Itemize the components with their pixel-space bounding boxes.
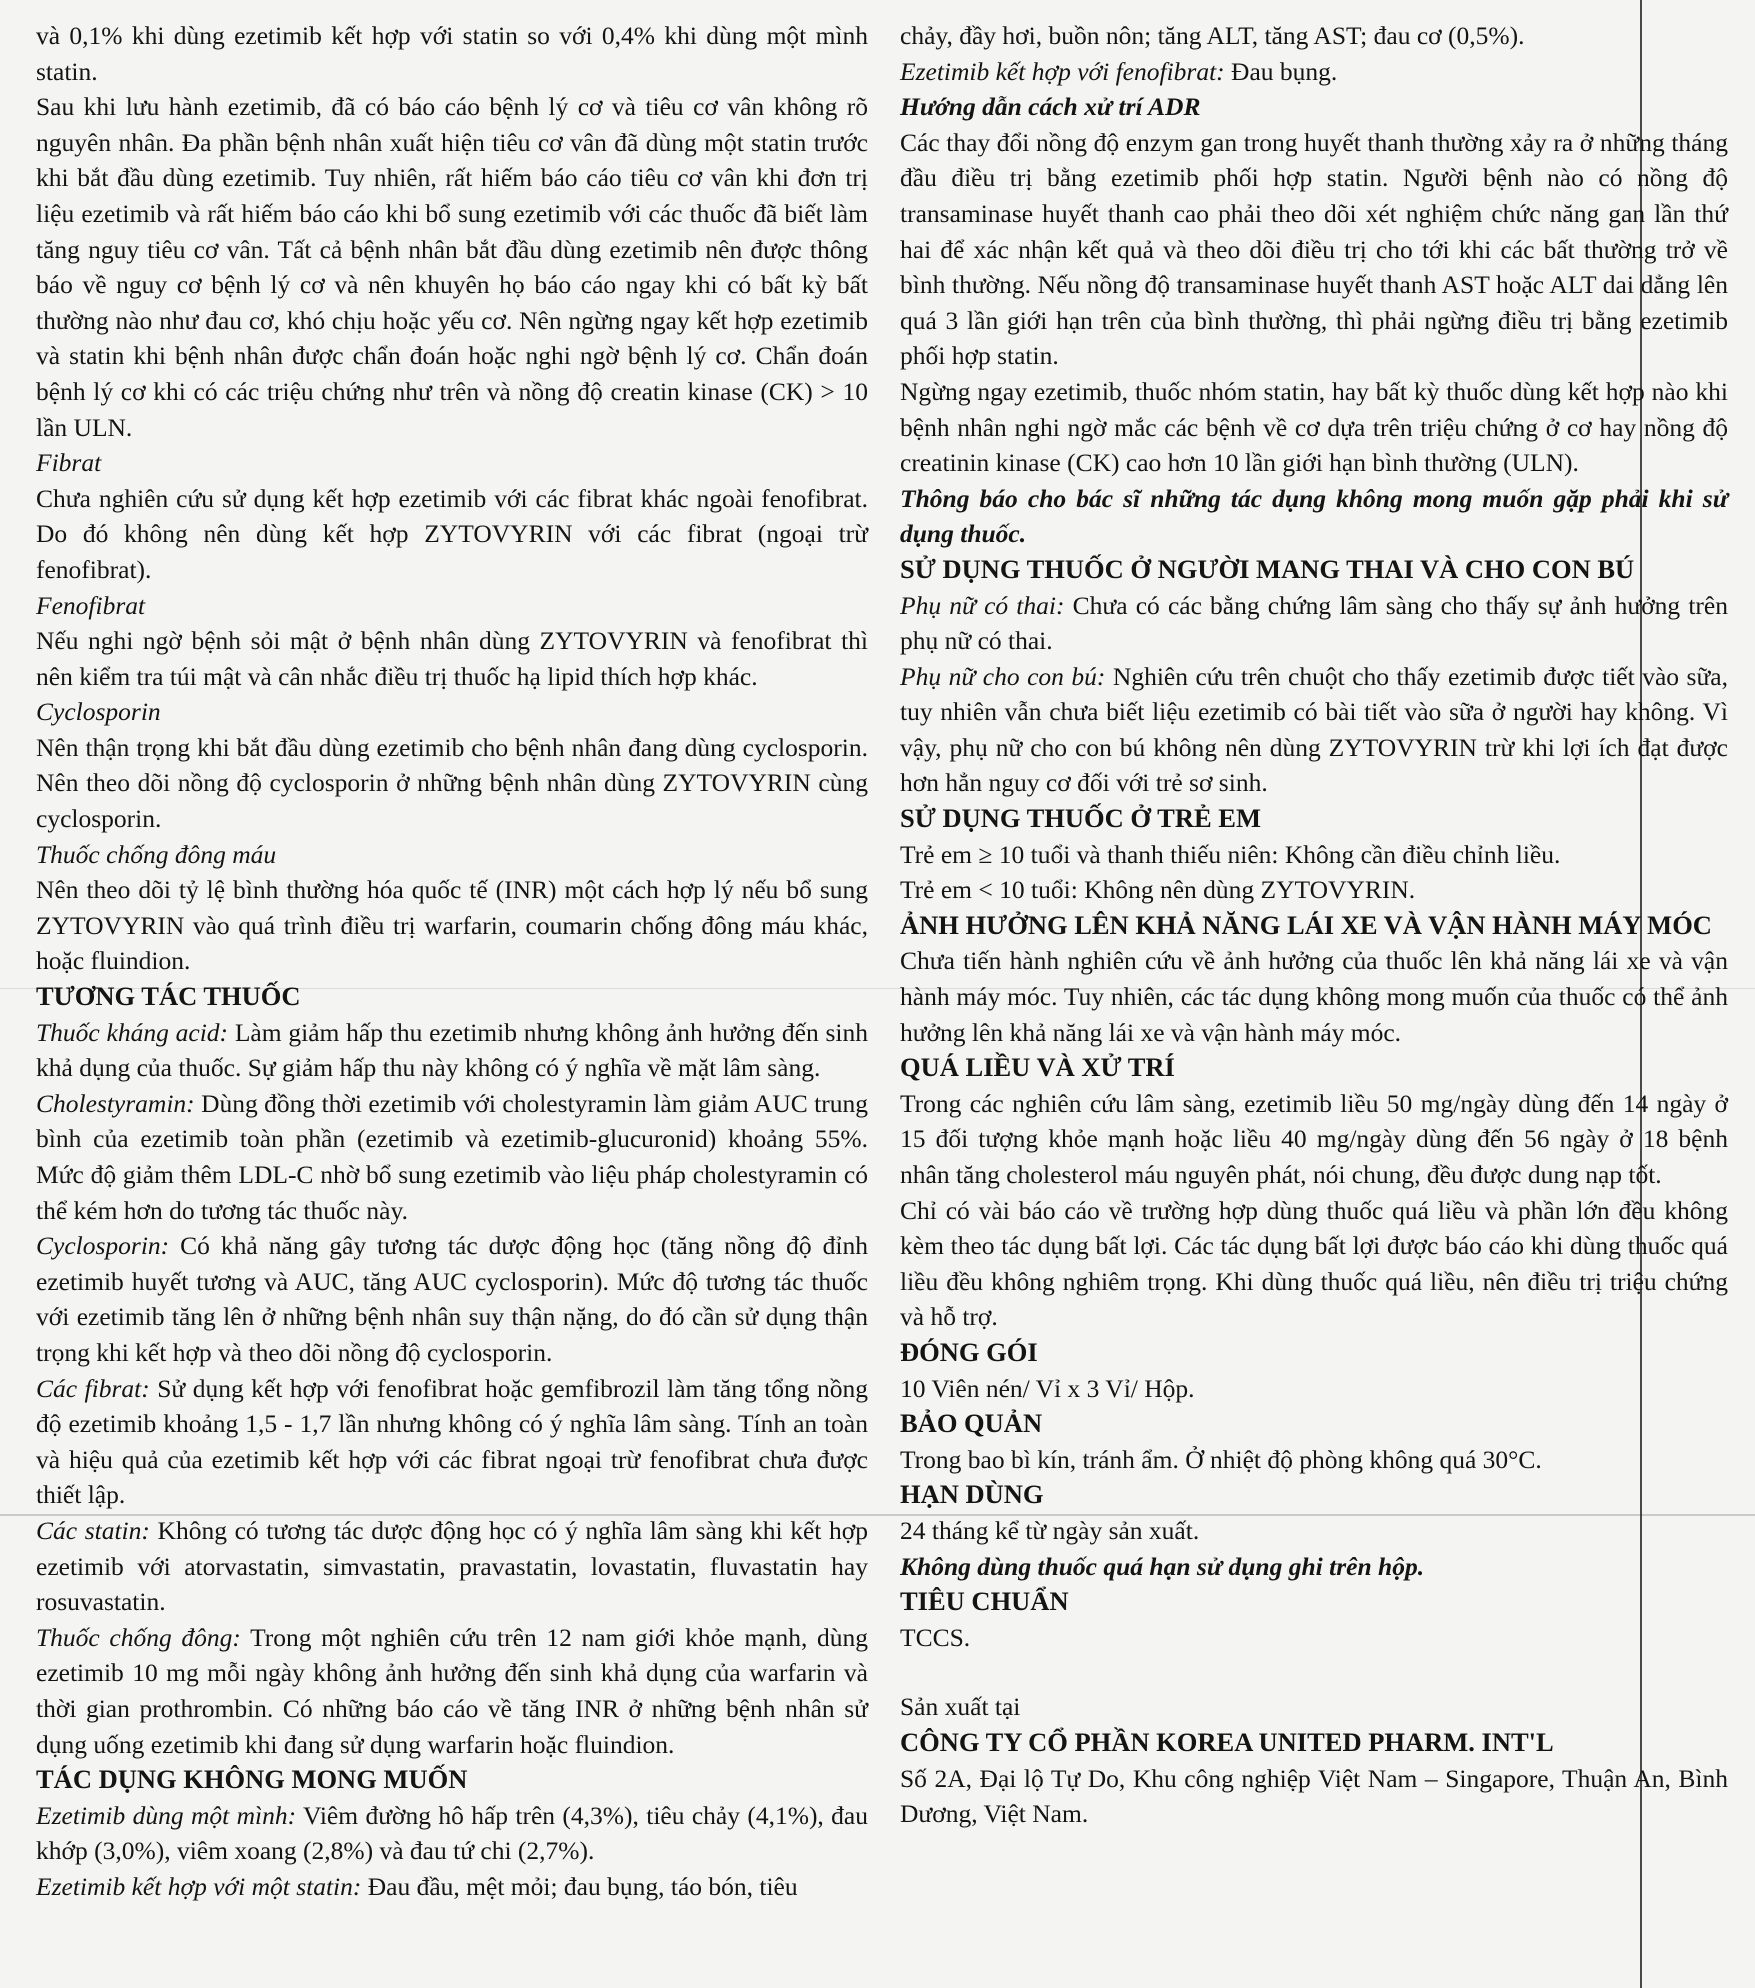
lead-term: Cyclosporin: <box>36 1231 170 1261</box>
paragraph-text: Trong một nghiên cứu trên 12 nam giới khỏe mạnh, dùng ezetimib 10 mg mỗi ngày không ảnh hưởng đến sinh khả dụng của warfarin và thời gian prothrombin. Có những báo cáo về tăng INR ở những bệnh nhân sử dụng uống ezetimib khi đang sử dụng warfarin hoặc fluindion. <box>36 1622 868 1759</box>
paragraph: Nên thận trọng khi bắt đầu dùng ezetimib cho bệnh nhân đang dùng cyclosporin. Nên theo dõi nồng độ cyclosporin ở những bệnh nhân dùng ZYTOVYRIN cùng cyclosporin. <box>36 732 868 834</box>
paragraph: Trong các nghiên cứu lâm sàng, ezetimib liều 50 mg/ngày dùng đến 14 ngày ở 15 đối tượng khỏe mạnh hoặc liều 40 mg/ngày dùng đến 56 ngày ở 18 bệnh nhân tăng cholesterol máu nguyên phát, nói chung, đều được dung nạp tốt. <box>900 1088 1728 1189</box>
paragraph: Trong bao bì kín, tránh ẩm. Ở nhiệt độ phòng không quá 30°C. <box>900 1444 1542 1474</box>
paragraph-with-lead <box>36 1015 868 1086</box>
paragraph-text: Làm giảm hấp thu ezetimib nhưng không ảnh hưởng đến sinh khả dụng của thuốc. Sự giảm hấp thu này không có ý nghĩa về mặt lâm sàng. <box>36 1017 868 1083</box>
paragraph: chảy, đầy hơi, buồn nôn; tăng ALT, tăng AST; đau cơ (0,5%). <box>900 21 1525 50</box>
paragraph: Chưa tiến hành nghiên cứu về ảnh hưởng của thuốc lên khả năng lái xe và vận hành máy móc. Tuy nhiên, các tác dụng không mong muốn của thuốc có thể ảnh hưởng lên khả năng lái xe và vận hành máy móc. <box>900 946 1728 1047</box>
paragraph: TCCS. <box>900 1622 971 1652</box>
paragraph-text: Đau đầu, mệt mỏi; đau bụng, táo bón, tiêu <box>361 1871 798 1901</box>
lead-term: Thuốc chống đông: <box>36 1622 241 1652</box>
paragraph-text: Sử dụng kết hợp với fenofibrat hoặc gemfibrozil làm tăng tổng nồng độ ezetimib khoảng 1,5 - 1,7 lần nhưng không có ý nghĩa lâm sàng. Tính an toàn và hiệu quả của ezetimib kết hợp với các fibrat ngoại trừ fenofibrat chưa được thiết lập. <box>36 1373 869 1510</box>
section-heading: HẠN DÙNG <box>900 1479 1044 1510</box>
paragraph: Trẻ em ≥ 10 tuổi và thanh thiếu niên: Không cần điều chỉnh liều. <box>900 839 1561 869</box>
paragraph-with-lead <box>36 1869 868 1905</box>
paragraph-with-lead <box>36 1620 868 1762</box>
subheading: Fenofibrat <box>36 590 146 620</box>
paragraph: Sau khi lưu hành ezetimib, đã có báo cáo bệnh lý cơ và tiêu cơ vân không rõ nguyên nhân. Đa phần bệnh nhân xuất hiện tiêu cơ vân đã dùng một statin trước khi bắt đầu dùng ezetimib. Tuy nhiên, rất hiếm báo cáo tiêu cơ vân khi đơn trị liệu ezetimib và rất hiếm báo cáo khi bổ sung ezetimib với các thuốc đã biết làm tăng nguy tiêu cơ vân. Tất cả bệnh nhân bắt đầu dùng ezetimib nên được thông báo về nguy cơ bệnh lý cơ và nên khuyên họ báo cáo ngay khi có bất kỳ bất thường nào như đau cơ, khó chịu hoặc yếu cơ. Nên ngừng ngay kết hợp ezetimib và statin khi bệnh nhân được chẩn đoán hoặc nghi ngờ bệnh lý cơ. Chẩn đoán bệnh lý cơ khi có các triệu chứng như trên và nồng độ creatin kinase (CK) > 10 lần ULN. <box>36 92 868 442</box>
right-text-column <box>900 18 1728 1832</box>
paragraph: Số 2A, Đại lộ Tự Do, Khu công nghiệp Việt Nam – Singapore, Thuận An, Bình Dương, Việt Nam. <box>900 1763 1728 1829</box>
lead-term: Ezetimib dùng một mình: <box>36 1800 297 1830</box>
paragraph-with-lead <box>900 659 1728 801</box>
paragraph: 24 tháng kể từ ngày sản xuất. <box>900 1515 1200 1545</box>
emphasis-note: Thông báo cho bác sĩ những tác dụng không mong muốn gặp phải khi sử dụng thuốc. <box>900 483 1728 549</box>
section-heading: BẢO QUẢN <box>900 1408 1043 1439</box>
lead-term: Ezetimib kết hợp với fenofibrat: <box>900 56 1225 86</box>
emphasis-note: Hướng dẫn cách xử trí ADR <box>900 92 1201 122</box>
paragraph-text: Viêm đường hô hấp trên (4,3%), tiêu chảy (4,1%), đau khớp (3,0%), viêm xoang (2,8%) và đau tứ chi (2,7%). <box>36 1800 868 1866</box>
subheading: Cyclosporin <box>36 697 161 727</box>
paragraph-with-lead <box>900 588 1728 659</box>
paragraph: 10 Viên nén/ Vỉ x 3 Vỉ/ Hộp. <box>900 1373 1195 1403</box>
paragraph: và 0,1% khi dùng ezetimib kết hợp với statin so với 0,4% khi dùng một mình statin. <box>36 21 868 86</box>
paragraph-text: Không có tương tác dược động học có ý nghĩa lâm sàng khi kết hợp ezetimib với atorvastatin, simvastatin, pravastatin, lovastatin, fluvastatin hay rosuvastatin. <box>36 1515 868 1617</box>
section-heading: SỬ DỤNG THUỐC Ở NGƯỜI MANG THAI VÀ CHO CON BÚ <box>900 553 1635 584</box>
paragraph-with-lead <box>36 1228 868 1370</box>
emphasis-note: Không dùng thuốc quá hạn sử dụng ghi trên hộp. <box>900 1551 1425 1581</box>
paragraph-with-lead <box>36 1798 868 1869</box>
paragraph: Ngừng ngay ezetimib, thuốc nhóm statin, hay bất kỳ thuốc dùng kết hợp nào khi bệnh nhân nghi ngờ mắc các bệnh về cơ dựa trên triệu chứng ở cơ hay nồng độ creatinin kinase (CK) cao hơn 10 lần giới hạn bình thường (ULN). <box>900 376 1728 478</box>
subheading: Thuốc chống đông máu <box>36 839 277 869</box>
paragraph-with-lead <box>36 1086 868 1228</box>
paragraph: Nên theo dõi tỷ lệ bình thường hóa quốc tế (INR) một cách hợp lý nếu bổ sung ZYTOVYRIN vào quá trình điều trị warfarin, coumarin chống đông máu khác, hoặc fluindion. <box>36 875 868 976</box>
paragraph-text: Nghiên cứu trên chuột cho thấy ezetimib được tiết vào sữa, tuy nhiên vẫn chưa biết liệu ezetimib có bài tiết vào sữa ở người hay không. Vì vậy, phụ nữ cho con bú không nên dùng ZYTOVYRIN trừ khi lợi ích đạt được hơn hẳn nguy cơ đối với trẻ sơ sinh. <box>900 661 1728 798</box>
paragraph-text: Dùng đồng thời ezetimib với cholestyramin làm giảm AUC trung bình của ezetimib toàn phần (ezetimib và ezetimib-glucuronid) khoảng 55%. Mức độ giảm thêm LDL-C nhờ bổ sung ezetimib vào liệu pháp cholestyramin có thể kém hơn do tương tác thuốc này. <box>36 1088 868 1225</box>
paragraph: Chưa nghiên cứu sử dụng kết hợp ezetimib với các fibrat khác ngoài fenofibrat. Do đó không nên dùng kết hợp ZYTOVYRIN với các fibrat (ngoại trừ fenofibrat). <box>36 483 868 584</box>
section-heading: TƯƠNG TÁC THUỐC <box>36 981 301 1012</box>
lead-term: Ezetimib kết hợp với một statin: <box>36 1871 362 1901</box>
paragraph-with-lead <box>900 54 1728 90</box>
section-heading: SỬ DỤNG THUỐC Ở TRẺ EM <box>900 803 1261 834</box>
lead-term: Các statin: <box>36 1515 150 1545</box>
section-heading: ẢNH HƯỞNG LÊN KHẢ NĂNG LÁI XE VÀ VẬN HÀNH MÁY MÓC <box>900 909 1712 940</box>
left-text-column <box>36 18 868 1904</box>
paragraph: Sản xuất tại <box>900 1692 1021 1722</box>
paragraph: Trẻ em < 10 tuổi: Không nên dùng ZYTOVYRIN. <box>900 875 1416 905</box>
lead-term: Phụ nữ cho con bú: <box>900 661 1106 691</box>
paragraph-with-lead <box>36 1513 868 1620</box>
paragraph-text: Có khả năng gây tương tác dược động học (tăng nồng độ đỉnh ezetimib huyết tương và AUC, tăng AUC cyclosporin). Mức độ tương tác thuốc với ezetimib tăng lên ở những bệnh nhân suy thận nặng, do đó cần sử dụng thận trọng khi kết hợp và theo dõi nồng độ cyclosporin. <box>36 1231 868 1367</box>
lead-term: Thuốc kháng acid: <box>36 1017 229 1047</box>
section-heading: CÔNG TY CỔ PHẦN KOREA UNITED PHARM. INT'L <box>900 1726 1554 1757</box>
paragraph-text: Đau bụng. <box>1224 56 1338 86</box>
section-heading: TIÊU CHUẨN <box>900 1586 1069 1617</box>
paragraph-text: Chưa có các bằng chứng lâm sàng cho thấy sự ảnh hưởng trên phụ nữ có thai. <box>900 590 1728 656</box>
spacer <box>900 1655 1728 1689</box>
section-heading: ĐÓNG GÓI <box>900 1336 1038 1367</box>
paragraph-with-lead <box>36 1371 868 1513</box>
lead-term: Phụ nữ có thai: <box>900 590 1065 620</box>
lead-term: Các fibrat: <box>36 1373 150 1403</box>
section-heading: TÁC DỤNG KHÔNG MONG MUỐN <box>36 1764 468 1795</box>
section-heading: QUÁ LIỀU VÀ XỬ TRÍ <box>900 1052 1175 1083</box>
lead-term: Cholestyramin: <box>36 1088 195 1118</box>
paragraph: Nếu nghi ngờ bệnh sỏi mật ở bệnh nhân dùng ZYTOVYRIN và fenofibrat thì nên kiểm tra túi mật và cân nhắc điều trị thuốc hạ lipid thích hợp khác. <box>36 626 868 691</box>
paragraph: Chỉ có vài báo cáo về trường hợp dùng thuốc quá liều và phần lớn đều không kèm theo tác dụng bất lợi. Các tác dụng bất lợi được báo cáo khi dùng thuốc quá liều đều không nghiêm trọng. Khi dùng thuốc quá liều, nên điều trị triệu chứng và hỗ trợ. <box>900 1195 1728 1332</box>
subheading: Fibrat <box>36 448 102 478</box>
paragraph: Các thay đổi nồng độ enzym gan trong huyết thanh thường xảy ra ở những tháng đầu điều trị bằng ezetimib phối hợp statin. Người bệnh nào có nồng độ transaminase huyết thanh cao phải theo dõi xét nghiệm chức năng gan lần thứ hai để xác nhận kết quả và theo dõi điều trị cho tới khi các bất thường trở về bình thường. Nếu nồng độ transaminase huyết thanh AST hoặc ALT dai dẳng lên quá 3 lần giới hạn trên của bình thường, thì phải ngừng điều trị bằng ezetimib phối hợp statin. <box>900 127 1728 371</box>
